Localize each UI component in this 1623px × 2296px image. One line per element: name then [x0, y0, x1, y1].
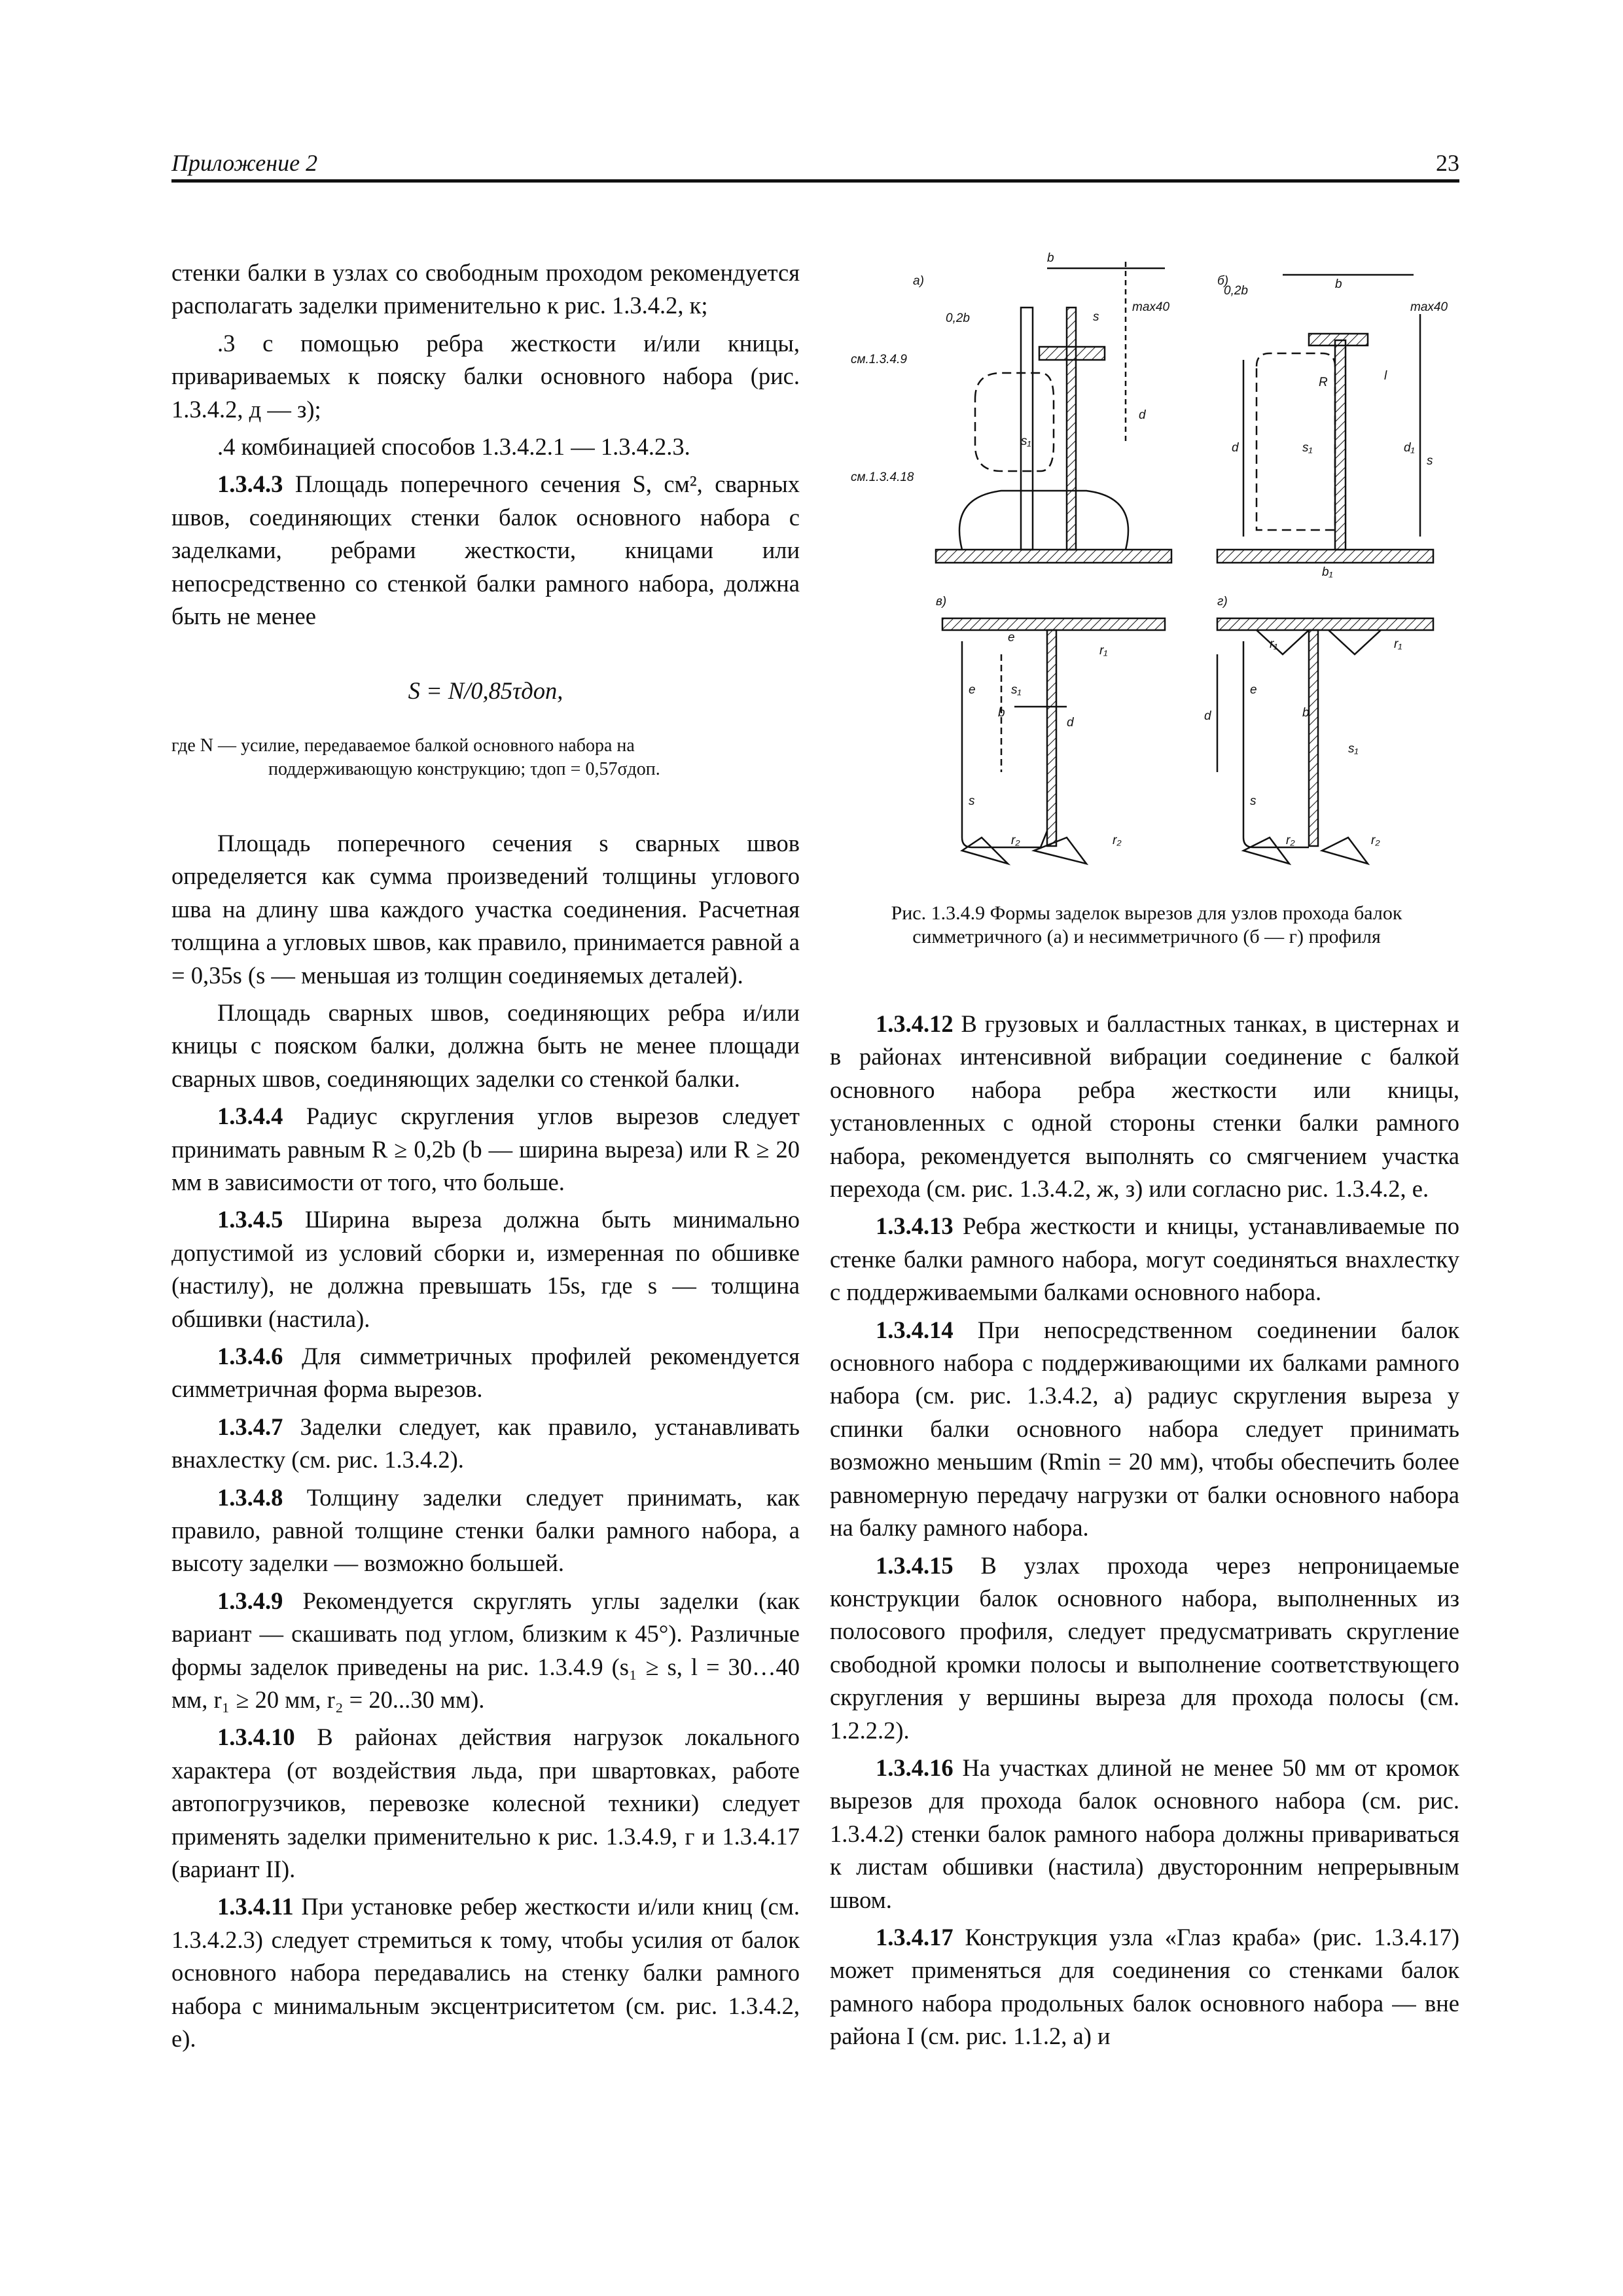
paragraph	[171, 1100, 800, 1199]
clause-text: Площадь поперечного сечения S, см², сварных швов, соединяющих стенки балок основного набора с заделками, ребрами жесткости, кницами или непосредственно со стенкой балки рамного набора, должна быть не менее	[171, 470, 800, 630]
paragraph: .3 с помощью ребра жесткости и/или кницы, привариваемых к пояску балки основного набора (рис. 1.3.4.2, д — з);	[171, 329, 800, 423]
clause-number: 1.3.4.11	[217, 1893, 294, 1920]
clause-text: При установке ребер жесткости и/или книц (см. 1.3.4.2.3) следует стремиться к тому, чтобы усилия от балок основного набора передавались на стенку балки рамного набора с минимальным эксцентриситетом (см. рис. 1.3.4.2, е).	[171, 1893, 800, 2053]
profile-d	[1309, 630, 1318, 846]
paragraph	[171, 1340, 800, 1406]
dim-label: b	[1335, 277, 1342, 291]
dim-label: b	[998, 706, 1005, 720]
paragraph	[830, 1752, 1459, 1916]
left-column	[171, 256, 800, 2056]
clause-number: 1.3.4.13	[876, 1212, 954, 1240]
ref-label: см.1.3.4.9	[851, 353, 907, 366]
dim-label: s	[1250, 794, 1257, 808]
paragraph	[171, 468, 800, 633]
clause-text: Толщину заделки следует принимать, как правило, равной толщине стенки балки рамного набора, а высоту заделки — возможно большей.	[171, 1483, 800, 1577]
clause-number: 1.3.4.16	[876, 1754, 954, 1781]
dim-label: d	[1232, 441, 1239, 455]
paragraph	[171, 1890, 800, 2055]
panel-label-g: г)	[1217, 595, 1228, 609]
clause-text: Радиус скругления углов вырезов следует принимать равным R ≥ 0,2b (b — ширина выреза) или R ≥ 20 мм в зависимости от того, что больше.	[171, 1103, 800, 1195]
running-head	[171, 145, 1459, 183]
paragraph	[830, 1210, 1459, 1309]
dim-label: s₁	[1302, 441, 1313, 455]
right-column	[830, 1008, 1459, 2053]
panel-label-b: б)	[1217, 274, 1229, 288]
dim-label: e	[1008, 631, 1015, 645]
dim-label: s₁	[1011, 683, 1022, 697]
page-number: 23	[1436, 150, 1459, 176]
paragraph	[171, 1203, 800, 1335]
profile-a	[1067, 308, 1076, 550]
figure-1-3-4-9	[851, 249, 1448, 883]
note-line: поддерживающую конструкцию; τдоп = 0,57σдоп.	[268, 758, 660, 779]
clause-number: 1.3.4.6	[217, 1342, 283, 1369]
clause-number: 1.3.4.9	[217, 1587, 283, 1614]
dim-label: d₁	[1404, 441, 1415, 455]
collar-c	[962, 641, 1047, 847]
profile-b	[1335, 340, 1346, 550]
profile-c	[1047, 630, 1056, 846]
figure-caption: Рис. 1.3.4.9 Формы заделок вырезов для узлов прохода балок симметричного (а) и несимметричного (б — г) профиля	[891, 902, 1402, 947]
dim-label: d	[1204, 709, 1211, 723]
clause-number: 1.3.4.4	[217, 1103, 283, 1130]
dim-label: e	[1250, 683, 1257, 697]
paragraph: Площадь поперечного сечения s сварных швов определяется как сумма произведений толщины углового шва на длину шва каждого участка соединения. Расчетная толщина a угловых швов, как правило, принимается равной a = 0,35s (s — меньшая из толщин соединяемых деталей).	[171, 829, 800, 989]
clause-text: Ребра жесткости и кницы, устанавливаемые по стенке балки рамного набора, могут соединяться внахлестку с поддерживаемыми балками основного набора.	[830, 1212, 1459, 1306]
clause-text: Рекомендуется скруглять углы заделки (как вариант — скашивать под углом, близким к 45°). Различные формы заделок приведены на рис. 1.3.4.9 (s₁ ≥ s, l = 30…40 мм, r₁ ≥ 20 мм, r₂ = 20...30 мм).	[171, 1587, 800, 1714]
clause-text: Для симметричных профилей рекомендуется симметричная форма вырезов.	[171, 1342, 800, 1403]
plating-b	[1217, 550, 1433, 563]
dim-label: d	[1139, 408, 1146, 422]
dim-label: R	[1319, 376, 1328, 389]
formula-note	[171, 734, 800, 781]
paragraph: Площадь сварных швов, соединяющих ребра и/или кницы с пояском балки, должна быть не менее площади сварных швов, соединяющих заделки со стенкой балки.	[171, 998, 800, 1092]
paragraph	[830, 1921, 1459, 2053]
paragraph	[171, 1481, 800, 1580]
paragraph	[171, 1411, 800, 1477]
dim-label: s	[969, 794, 975, 808]
cutout-a	[959, 491, 1128, 550]
flange-a	[1039, 347, 1105, 360]
dim-label: b	[1047, 251, 1054, 265]
clause-number: 1.3.4.5	[217, 1206, 283, 1233]
paragraph	[171, 1721, 800, 1886]
paragraph: стенки балки в узлах со свободным проходом рекомендуется располагать заделки применительно к рис. 1.3.4.2, к;	[171, 259, 800, 319]
clause-text: Ширина выреза должна быть минимально допустимой из условий сборки и, измеренная по обшивке (настилу), не должна превышать 15s, где s — толщина обшивки (настила).	[171, 1206, 800, 1332]
clause-number: 1.3.4.12	[876, 1010, 954, 1037]
collar-a	[975, 373, 1054, 471]
flange-b	[1309, 334, 1368, 345]
clause-number: 1.3.4.8	[217, 1483, 283, 1511]
dim-label: max40	[1132, 300, 1170, 314]
panel-label-v: в)	[936, 595, 947, 609]
dim-label: r₁	[1099, 644, 1108, 658]
dim-label: r₂	[1113, 834, 1122, 847]
dim-label: s₁	[1021, 434, 1031, 448]
dim-label: r₂	[1286, 834, 1295, 847]
paragraph	[830, 1008, 1459, 1205]
web-a	[1021, 308, 1033, 550]
plating-d	[1217, 618, 1433, 630]
collar-d	[1243, 641, 1309, 847]
clause-text: В узлах прохода через непроницаемые конструкции балок основного набора, выполненных из полосового профиля, следует предусматривать скругление свободной кромки полосы и выполнение соответствующего скругления у вершины выреза для прохода полосы (см. 1.2.2.2).	[830, 1551, 1460, 1744]
clause-text: Заделки следует, как правило, устанавливать внахлестку (см. рис. 1.3.4.2).	[171, 1413, 800, 1474]
dim-label: r₂	[1011, 834, 1020, 847]
dim-label: l	[1384, 369, 1387, 383]
clause-number: 1.3.4.15	[876, 1551, 954, 1579]
running-head-title: Приложение 2	[171, 150, 318, 176]
clause-number: 1.3.4.17	[876, 1923, 954, 1951]
paragraph	[830, 1314, 1459, 1545]
formula: S = N/0,85τдоп,	[408, 677, 563, 705]
note-line: где N — усилие, передаваемое балкой основного набора на	[171, 735, 635, 756]
ref-label: см.1.3.4.18	[851, 470, 914, 484]
dim-label: d	[1067, 716, 1074, 730]
clause-number: 1.3.4.7	[217, 1413, 283, 1440]
clause-text: В грузовых и балластных танках, в цистернах и в районах интенсивной вибрации соединение с балкой основного набора ребра жесткости или кницы, установленных с одной стороны стенки балки рамного набора, рекомендуется выполнять со смягчением участка перехода (см. рис. 1.3.4.2, ж, з) или согласно рис. 1.3.4.2, е.	[830, 1010, 1459, 1203]
dim-label: max40	[1410, 300, 1448, 314]
dim-label: e	[969, 683, 976, 697]
paragraph: .4 комбинацией способов 1.3.4.2.1 — 1.3.4.2.3.	[217, 433, 690, 461]
paragraph	[171, 1585, 800, 1717]
dim-label: b	[1302, 706, 1310, 720]
clause-number: 1.3.4.10	[217, 1723, 295, 1751]
clause-text: При непосредственном соединении балок основного набора с поддерживающими их балками рамного набора (см. рис. 1.3.4.2, а) радиус скругления выреза у спинки балки основного набора следует принимать возможно меньшим (Rmin = 20 мм), чтобы обеспечить более равномерную передачу нагрузки от балки основного набора на балку рамного набора.	[830, 1316, 1459, 1542]
dim-label: s₁	[1348, 742, 1359, 756]
dim-label: b₁	[1322, 565, 1333, 579]
panel-label-a: а)	[913, 274, 924, 288]
clause-number: 1.3.4.14	[876, 1316, 954, 1343]
dim-label: r₁	[1270, 637, 1278, 651]
dim-label: r₂	[1371, 834, 1380, 847]
clause-number: 1.3.4.3	[217, 470, 283, 498]
plating-c	[942, 618, 1165, 630]
dim-label: 0,2b	[1224, 284, 1248, 298]
dim-label: r₁	[1394, 637, 1402, 651]
clause-text: В районах действия нагрузок локального характера (от воздействия льда, при швартовках, работе автопогрузчиков, перевозке колесной техники) следует применять заделки применительно к рис. 1.3.4.9, г и 1.3.4.17 (вариант II).	[171, 1723, 800, 1883]
dim-label: s	[1427, 454, 1433, 468]
clause-text: Конструкция узла «Глаз краба» (рис. 1.3.4.17) может применяться для соединения со стенками балок рамного набора продольных балок основного набора — вне района I (см. рис. 1.1.2, а) и	[830, 1923, 1460, 2050]
dim-label: s	[1093, 310, 1099, 324]
paragraph	[830, 1549, 1459, 1747]
dim-label: 0,2b	[946, 311, 970, 325]
clause-text: На участках длиной не менее 50 мм от кромок вырезов для прохода балок основного набора (см. рис. 1.3.4.2) стенки балок рамного набора должны привариваться к листам обшивки (настила) двусторонним непрерывным швом.	[830, 1754, 1459, 1913]
figure-drawing	[851, 249, 1448, 883]
plating-a	[936, 550, 1171, 563]
